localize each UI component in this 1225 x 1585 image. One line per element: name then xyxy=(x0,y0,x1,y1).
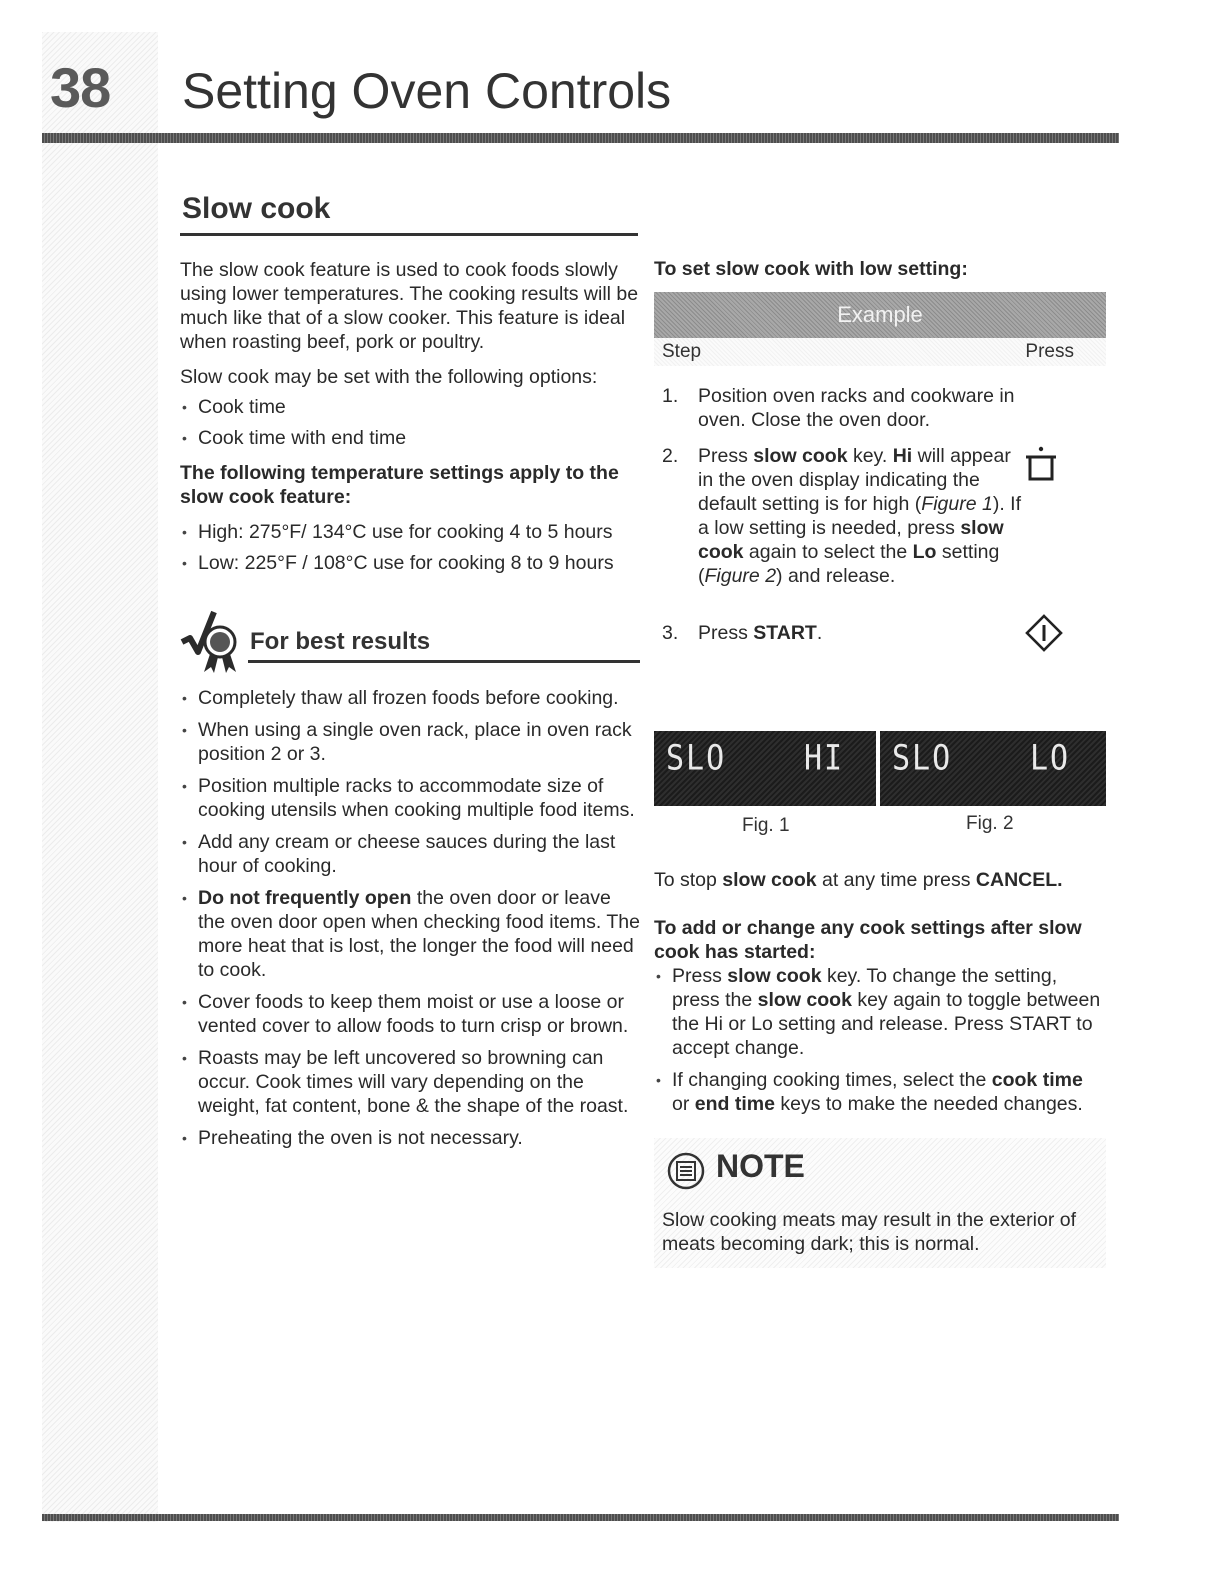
left-column xyxy=(180,258,640,586)
step-text: Press slow cook key. Hi will appear in the oven display indicating the default setting is for high (Figure 1). If a low setting is needed, press slow cook again to select the Lo setting (Figure 2) and release. xyxy=(698,445,1022,587)
display-fig1-right: HI xyxy=(804,738,845,779)
display-fig2 xyxy=(880,731,1106,806)
note-text: Slow cooking meats may result in the exterior of meats becoming dark; this is normal. xyxy=(662,1209,1077,1255)
fig1-caption: Fig. 1 xyxy=(742,815,790,836)
fig2-caption: Fig. 2 xyxy=(966,813,1014,834)
list-item: • Preheating the oven is not necessary. xyxy=(180,1126,642,1150)
options-intro: Slow cook may be set with the following options: xyxy=(180,366,598,388)
list-item: • Completely thaw all frozen foods before cooking. xyxy=(180,686,642,710)
list-item: • Position multiple racks to accommodate size of cooking utensils when cooking multiple food items. xyxy=(180,774,642,822)
list-item: • If changing cooking times, select the cook time or end time keys to make the needed changes. xyxy=(654,1068,1104,1116)
section-title: Slow cook xyxy=(182,192,331,225)
page-number: 38 xyxy=(50,56,111,119)
step-text: Position oven racks and cookware in oven. Close the oven door. xyxy=(698,385,1015,431)
slow-cook-key-icon xyxy=(1023,446,1059,486)
temp-list xyxy=(180,520,640,575)
step-2 xyxy=(662,444,1022,588)
set-heading: To set slow cook with low setting: xyxy=(654,258,968,280)
best-results-header xyxy=(178,600,640,680)
side-texture xyxy=(42,32,158,1522)
step-column-label: Step xyxy=(662,341,702,362)
display-fig2-right: LO xyxy=(1030,738,1071,779)
list-item: • Roasts may be left uncovered so browning can occur. Cook times will vary depending on the weight, fat content, bone & the shape of the roast. xyxy=(180,1046,642,1118)
display-fig1 xyxy=(654,731,876,806)
best-results-rule xyxy=(248,660,640,663)
list-item: • Add any cream or cheese sauces during the last hour of cooking. xyxy=(180,830,642,878)
step-number: 3. xyxy=(662,622,679,644)
press-column-label: Press xyxy=(1025,341,1074,362)
oven-displays xyxy=(654,731,1106,806)
list-item xyxy=(180,886,642,982)
display-fig2-left: SLO xyxy=(892,738,953,779)
display-fig1-left: SLO xyxy=(666,738,727,779)
best-results-list xyxy=(180,686,642,1158)
list-item: • Cook time xyxy=(180,395,640,419)
list-item: • When using a single oven rack, place in oven rack position 2 or 3. xyxy=(180,718,642,766)
step-number: 2. xyxy=(662,445,679,467)
list-item-text: the oven door or leave the oven door open when checking food items. The more heat that is lost, the longer the food will need to cook. xyxy=(198,887,640,981)
list-item: • Cover foods to keep them moist or use a loose or vented cover to allow foods to turn crisp or brown. xyxy=(180,990,642,1038)
change-section xyxy=(654,916,1104,1124)
options-list xyxy=(180,395,640,450)
header-rule xyxy=(42,133,1119,143)
intro-text: The slow cook feature is used to cook foods slowly using lower temperatures. The cooking results will be much like that of a slow cooker. This feature is ideal when roasting beef, pork or poultry. xyxy=(180,259,639,353)
change-heading: To add or change any cook settings after slow cook has started: xyxy=(654,917,1082,963)
list-item: • High: 275°F/ 134°C use for cooking 4 to 5 hours xyxy=(180,520,640,544)
stop-text: To stop slow cook at any time press CANCEL. xyxy=(654,869,1063,891)
step-1 xyxy=(662,384,1022,432)
note-title: NOTE xyxy=(716,1148,805,1184)
start-key-icon xyxy=(1024,613,1064,653)
footer-rule xyxy=(42,1514,1119,1521)
list-item: • Press slow cook key. To change the setting, press the slow cook key again to toggle between the Hi or Lo setting and release. Press START to accept change. xyxy=(654,964,1104,1060)
example-bar: Example xyxy=(654,292,1106,338)
list-item: • Low: 225°F / 108°C use for cooking 8 to 9 hours xyxy=(180,551,640,575)
step-text: Press START. xyxy=(698,622,823,644)
note-icon xyxy=(666,1151,706,1191)
steps-header xyxy=(654,338,1106,366)
section-rule xyxy=(180,233,638,236)
best-results-title: For best results xyxy=(250,628,431,655)
change-list xyxy=(654,964,1104,1116)
note-box xyxy=(654,1138,1106,1268)
step-number: 1. xyxy=(662,385,679,407)
ribbon-award-icon xyxy=(178,604,244,674)
step-3 xyxy=(662,621,1022,645)
list-item: • Cook time with end time xyxy=(180,426,640,450)
temp-heading: The following temperature settings apply to the slow cook feature: xyxy=(180,462,619,508)
page-title: Setting Oven Controls xyxy=(182,63,672,119)
emphasis: Do not frequently open xyxy=(198,887,412,909)
